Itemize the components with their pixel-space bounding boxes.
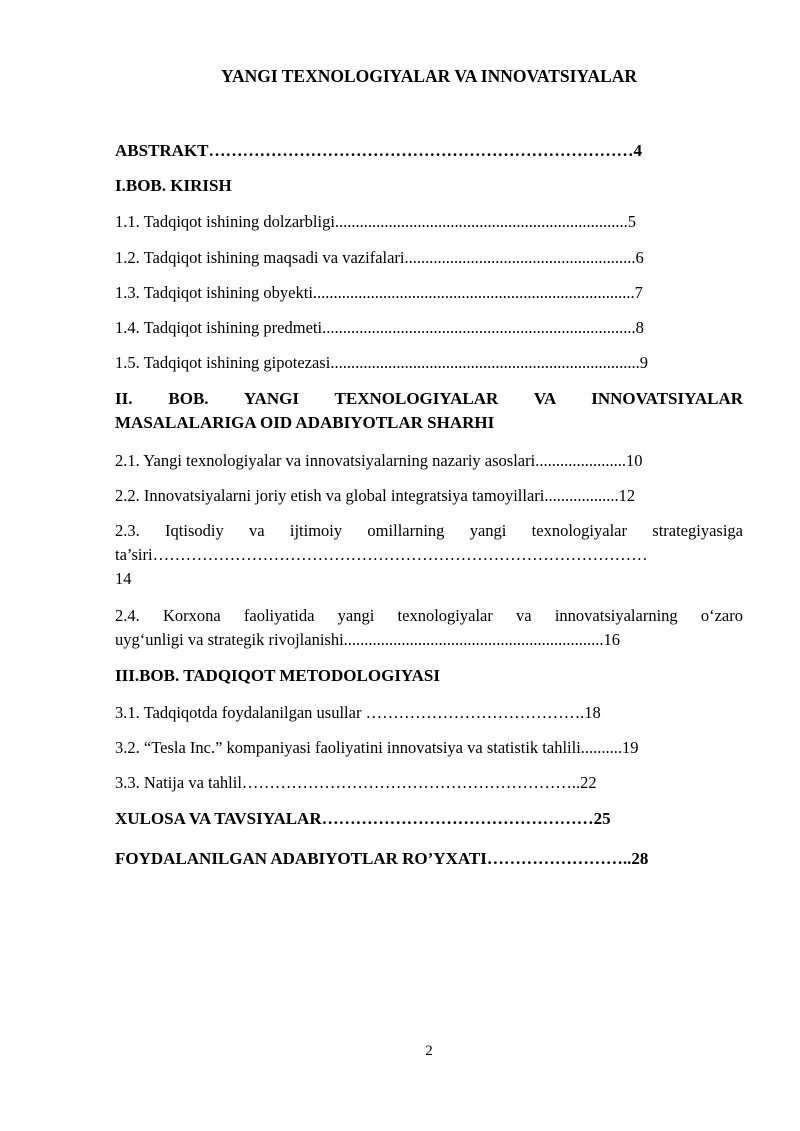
toc-chapter-2-line-2: MASALALARIGA OID ADABIYOTLAR SHARHI [115,413,495,432]
toc-chapter-3[interactable]: III.BOB. TADQIQOT METODOLOGIYASI [115,666,440,685]
toc-entry-2-3-line-2: ta’siri……………………………………………………………………………… [115,545,648,564]
toc-entry-2-1[interactable]: 2.1. Yangi texnologiyalar va innovatsiyalarning nazariy asoslari......................10 [115,451,643,470]
toc-entry-references[interactable]: FOYDALANILGAN ADABIYOTLAR RO’YXATI……………………..28 [115,849,649,868]
toc-chapter-2-line-1: II. BOB. YANGI TEXNOLOGIYALAR VA INNOVATSIYALAR [115,389,743,408]
toc-entry-1-1[interactable]: 1.1. Tadqiqot ishining dolzarbligi.......................................................................5 [115,212,637,231]
toc-entry-3-1[interactable]: 3.1. Tadqiqotda foydalanilgan usullar ………………………………….18 [115,703,601,722]
toc-entry-1-3[interactable]: 1.3. Tadqiqot ishining obyekti..............................................................................7 [115,283,643,302]
toc-entry-2-4-line-1: 2.4. Korxona faoliyatida yangi texnologiyalar va innovatsiyalarning o‘zaro [115,606,743,625]
toc-entry-2-3-line-3: 14 [115,569,132,588]
toc-entry-2-4-line-2: uyg‘unligi va strategik rivojlanishi...............................................................16 [115,630,621,649]
toc-chapter-2[interactable] [115,387,743,435]
toc-entry-2-4[interactable] [115,604,743,652]
document-title: YANGI TEXNOLOGIYALAR VA INNOVATSIYALAR [220,66,638,86]
toc-entry-abstract[interactable]: ABSTRAKT…………………………………………………………………4 [115,141,643,160]
toc-entry-2-3[interactable] [115,519,743,591]
toc-entry-conclusion[interactable]: XULOSA VA TAVSIYALAR…………………………………………25 [115,809,611,828]
page-number: 2 [425,1043,433,1059]
toc-chapter-1[interactable]: I.BOB. KIRISH [115,176,232,195]
toc-entry-2-3-line-1: 2.3. Iqtisodiy va ijtimoiy omillarning yangi texnologiyalar strategiyasiga [115,521,743,540]
toc-entry-1-2[interactable]: 1.2. Tadqiqot ishining maqsadi va vazifalari........................................................6 [115,248,644,267]
toc-entry-1-5[interactable]: 1.5. Tadqiqot ishining gipotezasi...........................................................................9 [115,353,648,372]
toc-entry-2-2[interactable]: 2.2. Innovatsiyalarni joriy etish va global integratsiya tamoyillari..................12 [115,486,636,505]
toc-entry-3-2[interactable]: 3.2. “Tesla Inc.” kompaniyasi faoliyatini innovatsiya va statistik tahlili..........19 [115,738,639,757]
toc-entry-3-3[interactable]: 3.3. Natija va tahlil……………………………………………………..22 [115,773,597,792]
toc-entry-1-4[interactable]: 1.4. Tadqiqot ishining predmeti............................................................................8 [115,318,644,337]
